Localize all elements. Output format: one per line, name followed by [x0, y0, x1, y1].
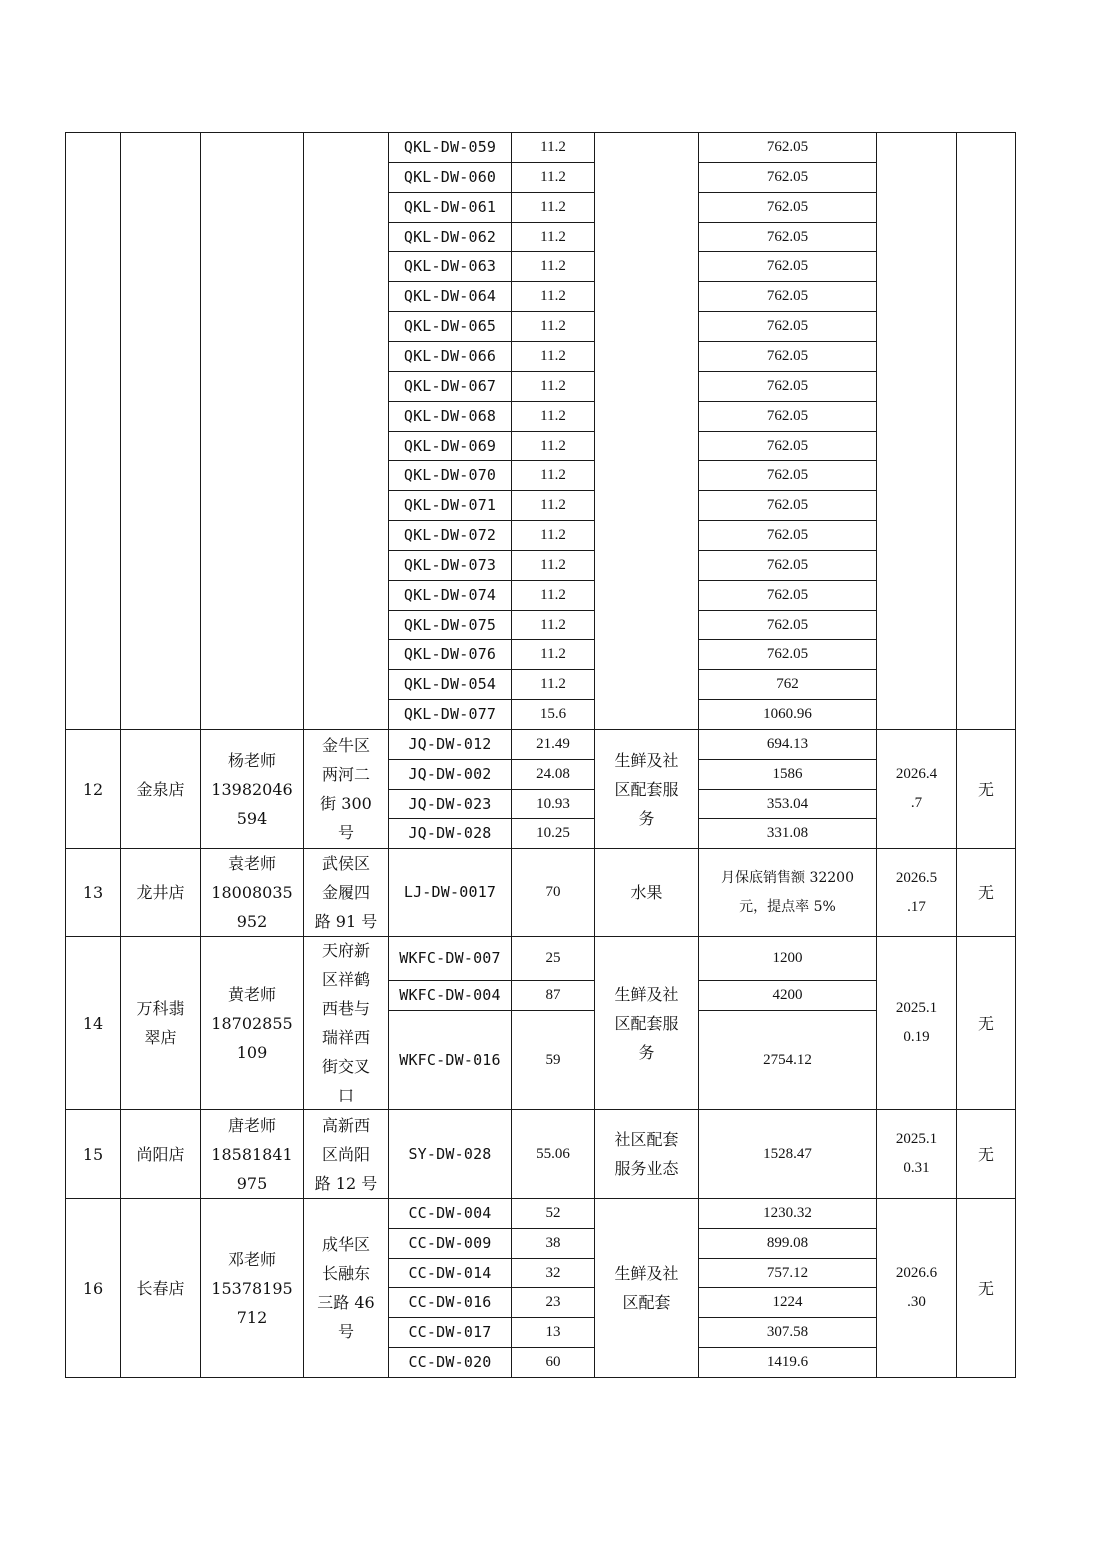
unit-area-cell	[511, 639, 595, 670]
unit-amount-cell-text: 762.05	[766, 646, 809, 662]
unit-area-cell-text: 23	[545, 1294, 561, 1310]
store-no	[65, 1109, 121, 1199]
unit-amount-cell-text: 762.05	[766, 587, 809, 603]
unit-code-cell-text: QKL-DW-074	[403, 586, 497, 604]
cont-other-cell	[956, 132, 1016, 730]
unit-amount-cell	[698, 132, 877, 163]
store-format	[594, 848, 699, 937]
store-contact-text: 唐老师 18581841 975	[211, 1115, 293, 1193]
unit-code-cell	[388, 311, 512, 342]
unit-amount-cell-text: 757.12	[766, 1264, 809, 1281]
unit-amount-cell	[698, 610, 877, 640]
unit-code-cell	[388, 431, 512, 461]
unit-area-cell	[511, 162, 595, 193]
unit-amount-cell	[698, 848, 877, 937]
unit-code-cell	[388, 759, 512, 790]
unit-area-cell-text: 11.2	[540, 437, 566, 454]
unit-area-cell	[511, 699, 595, 730]
unit-amount-cell-text: 4200	[772, 987, 803, 1003]
store-name-text: 长春店	[136, 1278, 185, 1298]
unit-amount-cell	[698, 1258, 877, 1288]
unit-area-cell-text: 52	[545, 1205, 561, 1221]
unit-code-cell-text: QKL-DW-072	[403, 526, 497, 544]
unit-amount-cell-text: 762.05	[766, 318, 809, 334]
unit-code-cell-text: JQ-DW-028	[408, 824, 492, 842]
unit-amount-cell	[698, 550, 877, 581]
unit-code-cell	[388, 1258, 512, 1288]
cont-no-cell	[65, 132, 121, 730]
unit-amount-cell	[698, 520, 877, 551]
unit-area-cell	[511, 1287, 595, 1318]
unit-code-cell-text: QKL-DW-064	[403, 287, 497, 305]
store-date	[876, 848, 957, 937]
store-other-text: 无	[977, 883, 994, 902]
unit-area-cell-text: 11.2	[540, 318, 566, 334]
unit-amount-cell-text: 762.05	[766, 199, 809, 215]
unit-code-cell	[388, 460, 512, 491]
unit-area-cell	[511, 341, 595, 372]
unit-code-cell-text: QKL-DW-065	[403, 317, 497, 335]
unit-area-cell	[511, 610, 595, 640]
cont-store-cell	[120, 132, 201, 730]
unit-amount-cell	[698, 980, 877, 1011]
unit-area-cell-text: 11.2	[540, 527, 566, 543]
unit-code-cell-text: WKFC-DW-007	[399, 949, 501, 967]
unit-amount-cell-text: 899.08	[766, 1235, 809, 1251]
unit-amount-cell-text: 762.05	[766, 288, 809, 304]
store-name-text: 龙井店	[136, 883, 185, 902]
unit-area-cell	[511, 980, 595, 1011]
unit-amount-cell	[698, 1109, 877, 1199]
unit-area-cell-text: 11.2	[540, 616, 566, 633]
unit-amount-cell	[698, 251, 877, 282]
unit-code-cell-text: CC-DW-014	[408, 1263, 492, 1282]
unit-amount-cell	[698, 1347, 877, 1378]
store-format	[594, 729, 699, 849]
unit-area-cell-text: 21.49	[536, 736, 570, 752]
unit-amount-cell	[698, 192, 877, 223]
unit-code-cell-text: QKL-DW-068	[403, 407, 497, 425]
unit-area-cell	[511, 818, 595, 849]
unit-amount-cell	[698, 1010, 877, 1110]
unit-code-cell	[388, 729, 512, 760]
unit-code-cell-text: QKL-DW-073	[403, 556, 497, 574]
unit-amount-cell	[698, 936, 877, 981]
unit-code-cell	[388, 610, 512, 640]
unit-amount-cell-text: 762.05	[766, 437, 809, 454]
store-other-text: 无	[977, 1144, 994, 1164]
unit-code-cell-text: WKFC-DW-016	[399, 1050, 501, 1069]
unit-area-cell-text: 87	[545, 987, 561, 1003]
store-address	[303, 729, 389, 849]
store-address-text: 天府新 区祥鹤 西巷与 瑞祥西 街交叉 口	[321, 941, 370, 1105]
unit-code-cell	[388, 980, 512, 1011]
unit-amount-cell	[698, 281, 877, 312]
unit-amount-cell-text: 762.05	[766, 258, 809, 274]
store-name	[120, 936, 201, 1110]
unit-amount-cell-text: 762.05	[766, 228, 809, 245]
unit-amount-cell-text: 1224	[772, 1294, 803, 1310]
unit-code-cell	[388, 1010, 512, 1110]
store-address	[303, 848, 389, 937]
unit-area-cell-text: 11.2	[540, 139, 566, 155]
unit-code-cell-text: CC-DW-020	[408, 1353, 492, 1371]
unit-amount-cell	[698, 341, 877, 372]
unit-area-cell	[511, 401, 595, 432]
unit-code-cell-text: QKL-DW-059	[403, 138, 497, 156]
unit-amount-cell-text: 762.05	[766, 408, 809, 424]
store-name	[120, 848, 201, 937]
store-other	[956, 729, 1016, 849]
unit-code-cell	[388, 132, 512, 163]
unit-area-cell-text: 11.2	[540, 169, 566, 185]
store-format	[594, 1198, 699, 1378]
unit-code-cell	[388, 401, 512, 432]
unit-area-cell-text: 11.2	[540, 676, 566, 692]
store-other-text: 无	[977, 1013, 994, 1033]
unit-amount-cell-text: 307.58	[766, 1324, 809, 1340]
unit-area-cell-text: 11.2	[540, 348, 566, 364]
unit-amount-cell-text: 331.08	[766, 825, 809, 841]
unit-area-cell	[511, 1347, 595, 1378]
unit-amount-cell	[698, 460, 877, 491]
unit-code-cell-text: QKL-DW-054	[403, 675, 497, 693]
unit-area-cell	[511, 222, 595, 252]
unit-code-cell	[388, 251, 512, 282]
unit-amount-cell	[698, 401, 877, 432]
unit-amount-cell-text: 1060.96	[763, 706, 812, 722]
unit-area-cell	[511, 281, 595, 312]
unit-code-cell-text: LJ-DW-0017	[403, 883, 497, 901]
unit-amount-cell-text: 762.05	[766, 497, 809, 513]
store-contact	[200, 729, 304, 849]
unit-area-cell	[511, 132, 595, 163]
unit-code-cell	[388, 848, 512, 937]
store-address	[303, 1109, 389, 1199]
unit-code-cell	[388, 1347, 512, 1378]
unit-area-cell	[511, 669, 595, 700]
unit-area-cell-text: 11.2	[540, 497, 566, 513]
unit-amount-cell-text: 2754.12	[763, 1051, 812, 1068]
unit-code-cell	[388, 789, 512, 819]
unit-amount-cell	[698, 1287, 877, 1318]
unit-area-cell	[511, 789, 595, 819]
unit-area-cell-text: 70	[545, 884, 561, 900]
store-format-text: 生鲜及社 区配套	[614, 1264, 679, 1312]
unit-area-cell	[511, 192, 595, 223]
unit-amount-cell	[698, 311, 877, 342]
store-address-text: 金牛区 两河二 街 300 号	[320, 736, 372, 842]
store-date-text: 2026.6 .30	[895, 1265, 938, 1310]
unit-area-cell	[511, 490, 595, 521]
unit-amount-cell-text: 1528.47	[763, 1145, 812, 1162]
store-other-text: 无	[977, 1278, 994, 1298]
unit-amount-cell-text: 762.05	[766, 527, 809, 543]
unit-amount-cell-text: 762.05	[766, 139, 809, 155]
unit-area-cell	[511, 1258, 595, 1288]
unit-area-cell	[511, 460, 595, 491]
unit-area-cell	[511, 848, 595, 937]
unit-amount-cell	[698, 699, 877, 730]
unit-area-cell	[511, 1109, 595, 1199]
store-address	[303, 936, 389, 1110]
unit-area-cell	[511, 1010, 595, 1110]
unit-code-cell-text: CC-DW-004	[408, 1204, 492, 1222]
store-address-text: 高新西 区尚阳 路 12 号	[314, 1115, 378, 1193]
unit-code-cell-text: JQ-DW-002	[408, 765, 492, 783]
unit-area-cell-text: 55.06	[536, 1145, 570, 1162]
unit-area-cell-text: 13	[545, 1324, 561, 1340]
store-other-text: 无	[977, 779, 994, 799]
unit-area-cell-text: 60	[545, 1354, 561, 1370]
store-address-text: 武侯区 金履四 路 91 号	[314, 854, 378, 931]
unit-code-cell-text: QKL-DW-067	[403, 377, 497, 395]
unit-area-cell	[511, 936, 595, 981]
unit-amount-cell	[698, 818, 877, 849]
unit-area-cell-text: 11.2	[540, 228, 566, 245]
unit-area-cell	[511, 431, 595, 461]
unit-code-cell	[388, 1228, 512, 1259]
unit-code-cell-text: JQ-DW-023	[408, 794, 492, 813]
store-name-text: 金泉店	[136, 779, 185, 799]
unit-area-cell	[511, 1198, 595, 1229]
unit-amount-cell-text: 762	[776, 676, 799, 692]
unit-code-cell-text: QKL-DW-061	[403, 198, 497, 216]
unit-code-cell-text: JQ-DW-012	[408, 735, 492, 753]
unit-amount-cell	[698, 1317, 877, 1348]
unit-area-cell	[511, 1317, 595, 1348]
unit-code-cell	[388, 520, 512, 551]
store-contact	[200, 936, 304, 1110]
store-date-text: 2025.1 0.31	[895, 1131, 938, 1176]
unit-area-cell	[511, 759, 595, 790]
unit-code-cell	[388, 669, 512, 700]
unit-area-cell-text: 10.93	[536, 795, 570, 812]
unit-code-cell	[388, 222, 512, 252]
unit-amount-cell	[698, 162, 877, 193]
unit-code-cell-text: CC-DW-016	[408, 1293, 492, 1311]
store-date	[876, 1109, 957, 1199]
unit-amount-cell	[698, 222, 877, 252]
unit-code-cell	[388, 936, 512, 981]
store-other	[956, 848, 1016, 937]
unit-area-cell-text: 32	[545, 1264, 561, 1281]
store-no-text: 16	[82, 1278, 104, 1298]
unit-area-cell-text: 24.08	[536, 766, 570, 782]
store-date	[876, 1198, 957, 1378]
unit-code-cell-text: QKL-DW-071	[403, 496, 497, 514]
store-date	[876, 936, 957, 1110]
unit-code-cell	[388, 162, 512, 193]
store-contact-text: 杨老师 13982046 594	[211, 750, 293, 828]
unit-area-cell-text: 10.25	[536, 825, 570, 841]
unit-amount-cell-text: 762.05	[766, 616, 809, 633]
unit-code-cell	[388, 1198, 512, 1229]
store-contact-text: 袁老师 18008035 952	[211, 854, 293, 931]
store-no	[65, 936, 121, 1110]
store-no-text: 12	[82, 779, 104, 799]
unit-code-cell	[388, 490, 512, 521]
unit-amount-cell	[698, 1228, 877, 1259]
unit-code-cell-text: WKFC-DW-004	[399, 986, 501, 1004]
unit-area-cell-text: 11.2	[540, 646, 566, 662]
store-date	[876, 729, 957, 849]
store-contact	[200, 1109, 304, 1199]
unit-area-cell	[511, 520, 595, 551]
unit-code-cell-text: QKL-DW-066	[403, 347, 497, 365]
unit-code-cell	[388, 371, 512, 402]
unit-code-cell-text: QKL-DW-062	[403, 227, 497, 246]
unit-code-cell	[388, 341, 512, 372]
store-no	[65, 848, 121, 937]
cont-address-cell	[303, 132, 389, 730]
unit-code-cell	[388, 1109, 512, 1199]
unit-amount-cell	[698, 789, 877, 819]
unit-amount-cell-text: 762.05	[766, 557, 809, 573]
unit-amount-cell	[698, 371, 877, 402]
unit-code-cell-text: CC-DW-017	[408, 1323, 492, 1341]
unit-amount-cell	[698, 669, 877, 700]
unit-amount-cell	[698, 639, 877, 670]
unit-code-cell-text: QKL-DW-063	[403, 257, 497, 275]
cont-contact-cell	[200, 132, 304, 730]
unit-code-cell-text: QKL-DW-077	[403, 705, 497, 723]
unit-amount-cell-text: 月保底销售额 32200 元，提点率 5%	[721, 869, 854, 915]
store-address	[303, 1198, 389, 1378]
store-format-text: 社区配套 服务业态	[614, 1130, 679, 1178]
store-date-text: 2026.4 .7	[895, 766, 938, 811]
unit-amount-cell-text: 1200	[772, 950, 803, 966]
unit-code-cell	[388, 550, 512, 581]
unit-amount-cell	[698, 1198, 877, 1229]
unit-amount-cell-text: 353.04	[766, 795, 809, 812]
unit-code-cell-text: CC-DW-009	[408, 1234, 492, 1252]
store-address-text: 成华区 长融东 三路 46 号	[317, 1235, 375, 1341]
unit-amount-cell	[698, 580, 877, 611]
unit-code-cell-text: QKL-DW-076	[403, 645, 497, 663]
unit-amount-cell	[698, 431, 877, 461]
store-other	[956, 1109, 1016, 1199]
unit-code-cell	[388, 699, 512, 730]
store-contact-text: 邓老师 15378195 712	[211, 1249, 293, 1327]
store-contact	[200, 1198, 304, 1378]
unit-code-cell	[388, 580, 512, 611]
unit-code-cell	[388, 192, 512, 223]
store-format-text: 水果	[630, 883, 663, 902]
unit-area-cell-text: 11.2	[540, 467, 566, 483]
unit-code-cell-text: QKL-DW-060	[403, 168, 497, 186]
unit-amount-cell	[698, 759, 877, 790]
store-no	[65, 729, 121, 849]
store-name	[120, 1109, 201, 1199]
unit-area-cell	[511, 729, 595, 760]
unit-code-cell	[388, 1317, 512, 1348]
store-format-text: 生鲜及社 区配套服 务	[614, 750, 679, 828]
store-name	[120, 1198, 201, 1378]
cont-format-cell	[594, 132, 699, 730]
store-other	[956, 1198, 1016, 1378]
unit-area-cell-text: 11.2	[540, 587, 566, 603]
unit-area-cell-text: 15.6	[539, 706, 567, 722]
unit-code-cell	[388, 818, 512, 849]
unit-code-cell-text: QKL-DW-069	[403, 436, 497, 455]
store-date-text: 2026.5 .17	[895, 869, 938, 915]
store-format	[594, 1109, 699, 1199]
unit-area-cell	[511, 371, 595, 402]
store-format-text: 生鲜及社 区配套服 务	[614, 984, 679, 1062]
store-name-text: 尚阳店	[136, 1144, 185, 1164]
unit-area-cell	[511, 1228, 595, 1259]
unit-code-cell-text: QKL-DW-075	[403, 615, 497, 634]
store-no-text: 13	[82, 883, 104, 902]
store-date-text: 2025.1 0.19	[895, 1000, 938, 1045]
unit-amount-cell-text: 762.05	[766, 169, 809, 185]
unit-amount-cell-text: 1419.6	[766, 1354, 809, 1370]
unit-amount-cell-text: 762.05	[766, 378, 809, 394]
store-no-text: 14	[82, 1013, 104, 1033]
unit-amount-cell	[698, 729, 877, 760]
store-contact-text: 黄老师 18702855 109	[211, 984, 293, 1062]
unit-area-cell-text: 11.2	[540, 288, 566, 304]
unit-area-cell	[511, 550, 595, 581]
unit-area-cell-text: 25	[545, 950, 561, 966]
unit-code-cell	[388, 639, 512, 670]
store-format	[594, 936, 699, 1110]
store-contact	[200, 848, 304, 937]
unit-area-cell-text: 11.2	[540, 408, 566, 424]
unit-code-cell	[388, 1287, 512, 1318]
unit-area-cell	[511, 311, 595, 342]
store-no-text: 15	[82, 1144, 104, 1164]
store-name-text: 万科翡 翠店	[136, 999, 185, 1047]
unit-amount-cell-text: 694.13	[766, 736, 809, 752]
unit-area-cell-text: 11.2	[540, 557, 566, 573]
store-no	[65, 1198, 121, 1378]
unit-code-cell-text: SY-DW-028	[408, 1144, 492, 1163]
store-other	[956, 936, 1016, 1110]
unit-code-cell	[388, 281, 512, 312]
unit-area-cell-text: 59	[545, 1051, 561, 1068]
unit-amount-cell	[698, 490, 877, 521]
unit-area-cell	[511, 251, 595, 282]
store-name	[120, 729, 201, 849]
unit-area-cell-text: 38	[545, 1235, 561, 1251]
unit-amount-cell-text: 1230.32	[763, 1205, 812, 1221]
unit-area-cell-text: 11.2	[540, 199, 566, 215]
unit-area-cell-text: 11.2	[540, 258, 566, 274]
unit-area-cell	[511, 580, 595, 611]
unit-amount-cell-text: 762.05	[766, 348, 809, 364]
unit-area-cell-text: 11.2	[540, 378, 566, 394]
cont-date-cell	[876, 132, 957, 730]
unit-amount-cell-text: 762.05	[766, 467, 809, 483]
unit-amount-cell-text: 1586	[772, 766, 803, 782]
unit-code-cell-text: QKL-DW-070	[403, 466, 497, 484]
